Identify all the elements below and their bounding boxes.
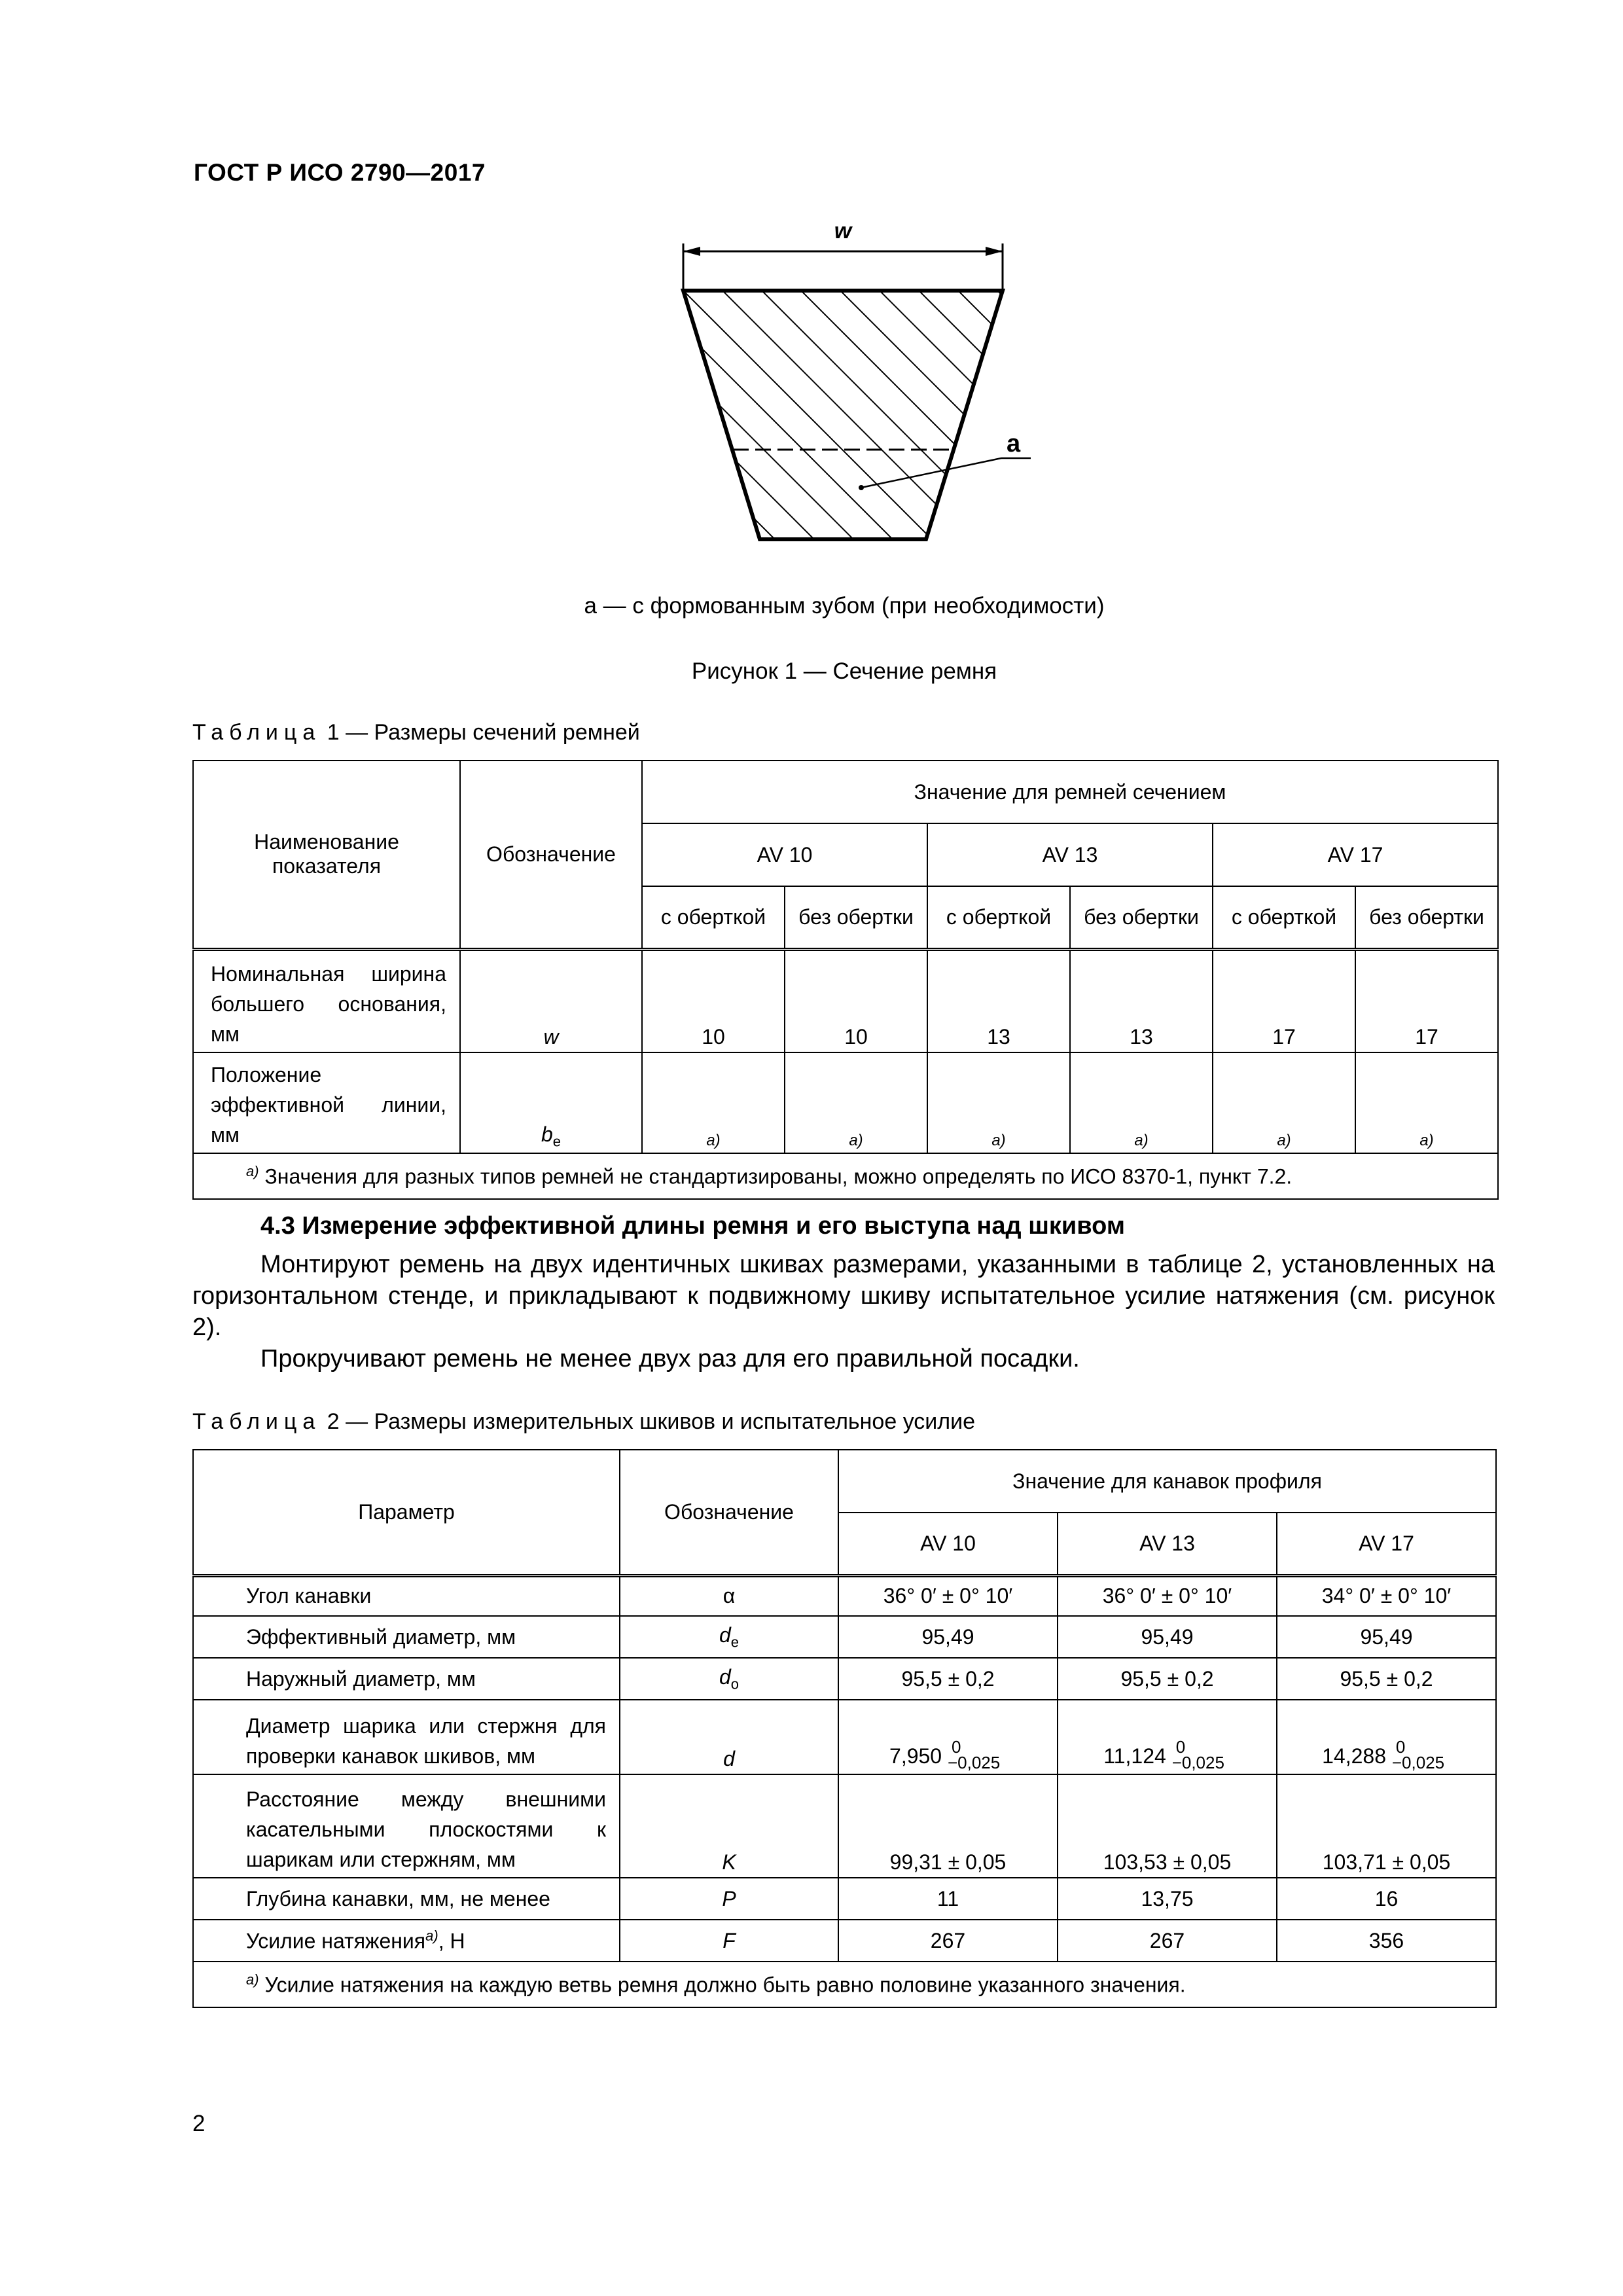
t1-footnote-text: Значения для разных типов ремней не стандартизированы, можно определять по ИСО 8370-1, пункт 7.2. [259,1164,1293,1189]
t2-row-name: Расстояние между внешними касательными плоскостями к шарикам или стержням, мм [193,1774,620,1878]
t2-row-name: Эффективный диаметр, мм [193,1616,620,1658]
t2-cell: 95,5 ± 0,2 [1277,1658,1496,1700]
tolerance [947,1737,1007,1772]
section-paragraph-1: Монтируют ремень на двух идентичных шкивах размерами, указанными в таблице 2, установленных на горизонтальном стенде, и прикладывают к подвижному шкиву испытательное усилие натяжения (см. рисунок 2). [192,1251,1495,1341]
belt-section-outline [683,291,1003,539]
figure-legend: а — с формованным зубом (при необходимости) [584,593,1105,619]
t2-cell: 11 [838,1878,1058,1920]
t2-header-designation: Обозначение [620,1450,838,1575]
t2-cell: 95,5 ± 0,2 [838,1658,1058,1700]
t1-cell: a) [1355,1052,1498,1153]
t2-cell [1277,1700,1496,1774]
t2-cell-value: 11,124 [1103,1744,1166,1768]
t2-cell: 95,49 [1058,1616,1277,1658]
dimension-arrow-right [986,247,1003,256]
t2-row-symbol: F [620,1920,838,1962]
t2-row-symbol: α [620,1575,838,1616]
t2-cell: 16 [1277,1878,1496,1920]
t2-cell: 267 [1058,1920,1277,1962]
t1-footnote [193,1153,1498,1199]
section-heading: 4.3 Измерение эффективной длины ремня и его выступа над шкивом [260,1212,1125,1240]
tolerance-lower: −0,025 [947,1753,1001,1772]
t2-row-symbol [620,1658,838,1700]
t1-symbol-sub: e [552,1133,562,1149]
t2-cell: 95,49 [838,1616,1058,1658]
t2-cell-value: 7,950 [889,1744,942,1768]
t1-header-section: AV 10 [642,823,927,886]
tolerance [1391,1737,1451,1772]
t2-header-profile: AV 13 [1058,1513,1277,1575]
t2-cell [838,1700,1058,1774]
t2-row-name [193,1920,620,1962]
t2-row-symbol [620,1616,838,1658]
t2-symbol-base: d [719,1623,731,1647]
t2-row-symbol: d [620,1700,838,1774]
t1-footnote-mark: a) [246,1163,259,1180]
t1-header-variant: без обертки [1070,886,1213,949]
t2-header-profile: AV 10 [838,1513,1058,1575]
t2-cell: 95,49 [1277,1616,1496,1658]
t1-header-name: Наименование показателя [193,761,460,949]
t1-cell: 17 [1355,949,1498,1052]
table1-title-rest: 1 — Размеры сечений ремней [321,720,640,745]
t1-cell: a) [927,1052,1070,1153]
t2-cell: 95,5 ± 0,2 [1058,1658,1277,1700]
t1-cell: 13 [927,949,1070,1052]
t2-row-name: Глубина канавки, мм, не менее [193,1878,620,1920]
t2-symbol-base: d [719,1664,731,1689]
tolerance-upper: 0 [951,1737,961,1757]
tolerance-upper: 0 [1175,1737,1186,1757]
t1-header-variant: с оберткой [642,886,785,949]
t2-row-symbol: P [620,1878,838,1920]
t1-row-symbol [460,1052,642,1153]
t2-cell: 13,75 [1058,1878,1277,1920]
figure-caption: Рисунок 1 — Сечение ремня [691,658,997,684]
t1-header-variant: без обертки [785,886,927,949]
table1 [192,760,1499,1200]
tolerance [1171,1737,1231,1772]
table-row [193,1774,1496,1878]
t2-row-name-text: Усилие натяжения [246,1929,426,1953]
table-row [193,1878,1496,1920]
t1-symbol-base: b [541,1122,553,1146]
dimension-label: w [834,219,852,243]
t1-cell: a) [642,1052,785,1153]
table-row [193,1052,1498,1153]
tolerance-lower: −0,025 [1391,1753,1445,1772]
t2-header-values-group: Значение для канавок профиля [838,1450,1496,1513]
t1-cell: a) [1070,1052,1213,1153]
t2-cell: 99,31 ± 0,05 [838,1774,1058,1878]
dimension-arrow-left [683,247,700,256]
tolerance-lower: −0,025 [1171,1753,1224,1772]
table-row [193,1658,1496,1700]
section-hatching [674,216,1093,556]
t2-cell-value: 14,288 [1322,1744,1386,1768]
t1-row-name: Номинальная ширина большего основания, мм [193,949,460,1052]
t2-header-parameter: Параметр [193,1450,620,1575]
t2-row-name: Наружный диаметр, мм [193,1658,620,1700]
callout-leader [861,458,1001,488]
tolerance-upper: 0 [1395,1737,1406,1757]
t1-header-variant: с оберткой [1213,886,1355,949]
belt-section-figure [674,216,1093,556]
t2-cell: 36° 0′ ± 0° 10′ [1058,1575,1277,1616]
t2-symbol-sub: o [730,1676,740,1693]
t1-header-section: AV 17 [1213,823,1498,886]
t2-cell: 103,71 ± 0,05 [1277,1774,1496,1878]
t1-row-symbol: w [460,949,642,1052]
table1-title [192,720,640,745]
page-number: 2 [192,2111,205,2136]
t2-cell: 267 [838,1920,1058,1962]
t1-cell: a) [785,1052,927,1153]
table2-title-prefix: Таблица [192,1409,321,1434]
table-row [193,949,1498,1052]
t1-cell: 10 [785,949,927,1052]
t2-footnote-mark: a) [246,1971,259,1988]
t1-header-variant: без обертки [1355,886,1498,949]
table2-title-rest: 2 — Размеры измерительных шкивов и испытательное усилие [321,1409,976,1434]
t1-cell: a) [1213,1052,1355,1153]
t1-header-section: AV 13 [927,823,1213,886]
callout-label: а [1007,430,1021,457]
t1-header-designation: Обозначение [460,761,642,949]
t2-footnote [193,1962,1496,2007]
document-number: ГОСТ Р ИСО 2790—2017 [194,159,486,186]
t1-cell: 17 [1213,949,1355,1052]
table2-title [192,1409,975,1435]
t1-header-values-group: Значение для ремней сечением [642,761,1498,823]
table-row [193,1616,1496,1658]
section-paragraph-2: Прокручивают ремень не менее двух раз для его правильной посадки. [260,1345,1080,1372]
t2-header-profile: AV 17 [1277,1513,1496,1575]
t2-footnote-text: Усилие натяжения на каждую ветвь ремня должно быть равно половине указанного значения. [259,1973,1186,1997]
t2-row-name-unit: , Н [438,1929,465,1953]
t2-cell: 34° 0′ ± 0° 10′ [1277,1575,1496,1616]
table1-title-prefix: Таблица [192,720,321,745]
t2-row-name: Диаметр шарика или стержня для проверки канавок шкивов, мм [193,1700,620,1774]
callout-dot [859,485,864,490]
t2-row-symbol: K [620,1774,838,1878]
t2-row-name-mark: a) [425,1928,438,1945]
table2 [192,1449,1497,2008]
t2-row-name: Угол канавки [193,1575,620,1616]
t2-cell: 356 [1277,1920,1496,1962]
t2-symbol-sub: e [730,1634,740,1651]
t1-cell: 10 [642,949,785,1052]
table-row [193,1920,1496,1962]
t1-header-variant: с оберткой [927,886,1070,949]
t2-cell [1058,1700,1277,1774]
t1-cell: 13 [1070,949,1213,1052]
t1-row-name: Положение эффективной линии, мм [193,1052,460,1153]
t2-cell: 36° 0′ ± 0° 10′ [838,1575,1058,1616]
table-row [193,1575,1496,1616]
table-row [193,1700,1496,1774]
t2-cell: 103,53 ± 0,05 [1058,1774,1277,1878]
